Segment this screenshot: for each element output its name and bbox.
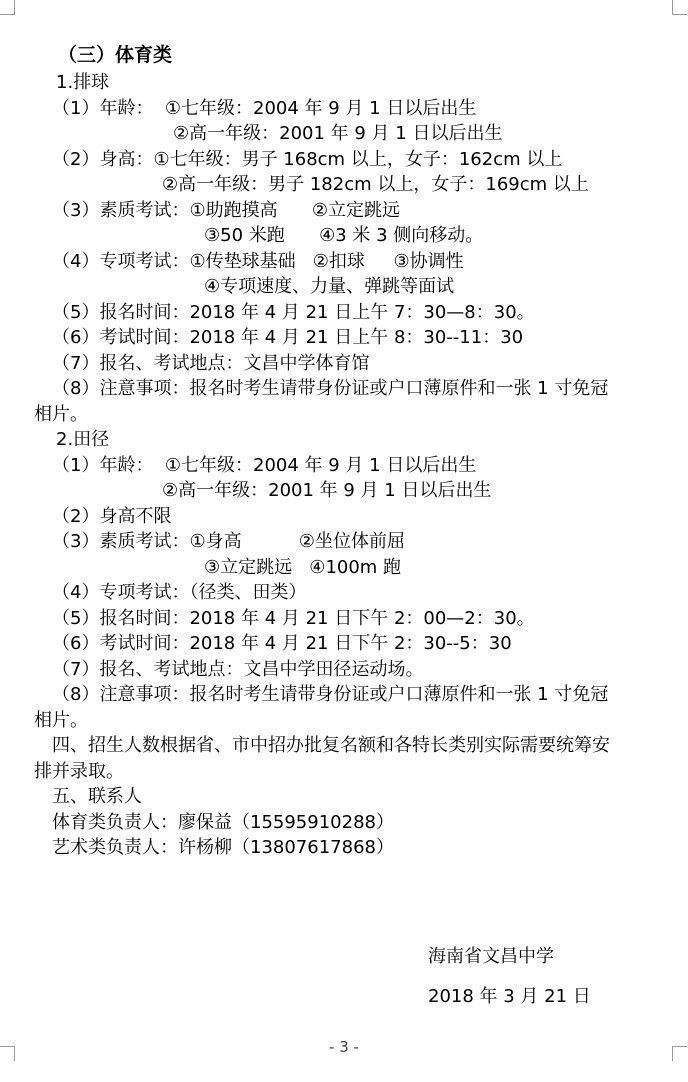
volleyball-age: （1）年龄： ①七年级：2004 年 9 月 1 日以后出生 xyxy=(52,97,477,119)
page-number: - 3 - xyxy=(329,1038,359,1056)
section-4: 四、招生人数根据省、市中招办批复名额和各特长类别实际需要统筹安 xyxy=(52,735,610,756)
signature-organization: 海南省文昌中学 xyxy=(428,946,554,967)
track-height: （2）身高不限 xyxy=(52,505,172,527)
contact-arts: 艺术类负责人：许杨柳（13807617868） xyxy=(52,837,394,858)
track-special: （4）专项考试：（径类、田类） xyxy=(52,582,307,603)
section-4-continued: 排并录取。 xyxy=(34,760,124,782)
track-notes: （8）注意事项：报名时考生请带身份证或户口薄原件和一张 1 寸免冠 xyxy=(52,684,609,705)
volleyball-height-2: ②高一年级：男子 182cm 以上，女子：169cm 以上 xyxy=(162,174,589,195)
volleyball-notes-2: 相片。 xyxy=(34,403,88,425)
track-notes-2: 相片。 xyxy=(34,709,88,731)
volleyball-special: （4）专项考试：①传垫球基础 ②扣球 ③协调性 xyxy=(52,250,464,272)
volleyball-location: （7）报名、考试地点：文昌中学体育馆 xyxy=(52,352,370,374)
track-exam-time: （6）考试时间：2018 年 4 月 21 日下午 2：30--5：30 xyxy=(52,633,512,654)
track-quality-2: ③立定跳远 ④100m 跑 xyxy=(204,556,402,578)
track-reg-time: （5）报名时间：2018 年 4 月 21 日下午 2：00—2：30。 xyxy=(52,607,535,629)
volleyball-special-2: ④专项速度、力量、弹跳等面试 xyxy=(204,276,455,297)
volleyball-reg-time: （5）报名时间：2018 年 4 月 21 日上午 7：30—8：30。 xyxy=(52,301,535,323)
contact-sports: 体育类负责人：廖保益（15595910288） xyxy=(52,811,394,833)
crop-mark-top-right xyxy=(672,0,687,15)
volleyball-quality-2: ③50 米跑 ④3 米 3 侧向移动。 xyxy=(204,225,484,246)
volleyball-exam-time: （6）考试时间：2018 年 4 月 21 日上午 8：30--11：30 xyxy=(52,327,524,348)
track-quality: （3）素质考试：①身高 ②坐位体前屈 xyxy=(52,531,405,552)
track-location: （7）报名、考试地点：文昌中学田径运动场。 xyxy=(52,658,424,680)
crop-mark-top-left xyxy=(0,0,15,15)
track-age: （1）年龄： ①七年级：2004 年 9 月 1 日以后出生 xyxy=(52,454,477,476)
track-title: 2.田径 xyxy=(56,429,110,450)
track-age-2: ②高一年级：2001 年 9 月 1 日以后出生 xyxy=(162,480,492,501)
volleyball-notes: （8）注意事项：报名时考生请带身份证或户口薄原件和一张 1 寸免冠 xyxy=(52,378,609,399)
section-5: 五、联系人 xyxy=(52,786,142,807)
section-heading: （三）体育类 xyxy=(58,44,173,66)
volleyball-quality: （3）素质考试：①助跑摸高 ②立定跳远 xyxy=(52,199,401,221)
volleyball-height: （2）身高：①七年级：男子 168cm 以上，女子：162cm 以上 xyxy=(52,148,563,170)
volleyball-age-2: ②高一年级：2001 年 9 月 1 日以后出生 xyxy=(173,123,503,144)
signature-date: 2018 年 3 月 21 日 xyxy=(428,986,591,1007)
document-body xyxy=(34,40,664,861)
volleyball-title: 1.排球 xyxy=(56,72,110,93)
